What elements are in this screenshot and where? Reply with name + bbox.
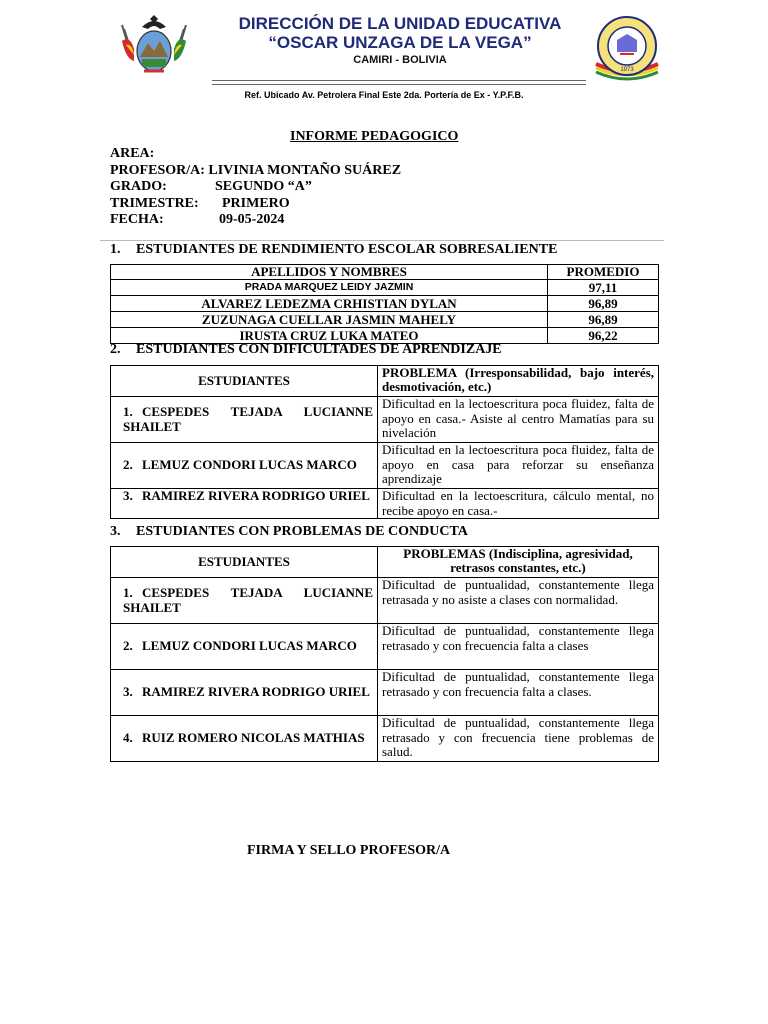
teacher-value: LIVINIA MONTAÑO SUÁREZ bbox=[208, 162, 402, 178]
section3-title: ESTUDIANTES CON PROBLEMAS DE CONDUCTA bbox=[136, 524, 468, 539]
col-average-header: PROMEDIO bbox=[548, 265, 659, 280]
table-row bbox=[111, 397, 659, 443]
section-divider bbox=[100, 240, 664, 241]
term-label: TRIMESTRE: bbox=[110, 195, 199, 211]
col-students-header: ESTUDIANTES bbox=[111, 366, 378, 397]
section1-number: 1. bbox=[110, 242, 121, 257]
table-header-row bbox=[111, 366, 659, 397]
col-problem-header: PROBLEMA (Irresponsabilidad, bajo interés, desmotivación, etc.) bbox=[378, 366, 659, 397]
student-average: 97,11 bbox=[548, 280, 659, 296]
institution-location: CAMIRI - BOLIVIA bbox=[353, 54, 447, 66]
student-name: RAMIREZ RIVERA RODRIGO URIEL bbox=[142, 684, 370, 700]
section1-heading bbox=[110, 242, 557, 258]
grade-row bbox=[110, 179, 401, 196]
student-name: CESPEDES TEJADA LUCIANNE SHAILET bbox=[123, 404, 373, 434]
teacher-row bbox=[110, 163, 401, 180]
section2-title: ESTUDIANTES CON DIFICULTADES DE APRENDIZAJE bbox=[136, 342, 502, 357]
learning-difficulties-table bbox=[110, 365, 659, 519]
outstanding-students-table bbox=[110, 264, 659, 344]
student-name: CESPEDES TEJADA LUCIANNE SHAILET bbox=[123, 585, 373, 615]
institution-line2: “OSCAR UNZAGA DE LA VEGA” bbox=[268, 33, 532, 52]
student-cell bbox=[111, 443, 378, 489]
area-row bbox=[110, 146, 401, 163]
section1-title: ESTUDIANTES DE RENDIMIENTO ESCOLAR SOBRESALIENTE bbox=[136, 242, 558, 257]
school-seal-icon bbox=[592, 14, 662, 82]
report-title: INFORME PEDAGOGICO bbox=[290, 129, 459, 144]
student-average: 96,22 bbox=[548, 328, 659, 344]
term-row bbox=[110, 196, 401, 213]
section3-number: 3. bbox=[110, 524, 121, 539]
table-row bbox=[111, 443, 659, 489]
problem-cell: Dificultad en la lectoescritura poca fluidez, falta de apoyo en casa para reforzar su enseñanza aprendizaje bbox=[378, 443, 659, 489]
student-average: 96,89 bbox=[548, 312, 659, 328]
student-name: LEMUZ CONDORI LUCAS MARCO bbox=[142, 457, 357, 473]
student-cell bbox=[111, 397, 378, 443]
date-value: 09-05-2024 bbox=[219, 212, 285, 227]
col-problem-header: PROBLEMAS (Indisciplina, agresividad, retrasos constantes, etc.) bbox=[378, 547, 659, 578]
problem-cell: Dificultad de puntualidad, constantemente llega retrasado y con frecuencia tiene problemas de salud. bbox=[378, 716, 659, 762]
header-divider bbox=[212, 84, 586, 85]
section2-number: 2. bbox=[110, 342, 121, 357]
report-details bbox=[110, 146, 401, 229]
table-header-row bbox=[111, 547, 659, 578]
address-reference: Ref. Ubicado Av. Petrolera Final Este 2da. Portería de Ex - Y.P.F.B. bbox=[244, 90, 524, 100]
section2-heading bbox=[110, 342, 502, 358]
bolivia-coat-of-arms-icon bbox=[120, 15, 188, 77]
student-cell bbox=[111, 578, 378, 624]
problem-cell: Dificultad de puntualidad, constantemente llega retrasada y no asiste a clases con normalidad. bbox=[378, 578, 659, 624]
table-row bbox=[111, 312, 659, 328]
table-header-row bbox=[111, 265, 659, 280]
problem-cell: Dificultad de puntualidad, constantemente llega retrasado y con frecuencia falta a clases. bbox=[378, 670, 659, 716]
institution-line1: DIRECCIÓN DE LA UNIDAD EDUCATIVA bbox=[238, 14, 562, 33]
section3-heading bbox=[110, 524, 468, 540]
problem-cell: Dificultad de puntualidad, constantemente llega retrasado y con frecuencia falta a clases bbox=[378, 624, 659, 670]
area-label: AREA: bbox=[110, 146, 155, 161]
conduct-problems-table bbox=[110, 546, 659, 762]
problem-cell: Dificultad en la lectoescritura poca fluidez, falta de apoyo en casa.- Asiste al centro Mamatías para su nivelación bbox=[378, 397, 659, 443]
student-name: LEMUZ CONDORI LUCAS MARCO bbox=[142, 638, 357, 654]
problem-cell: Dificultad en la lectoescritura, cálculo mental, no recibe apoyo en casa.- bbox=[378, 489, 659, 519]
table-row bbox=[111, 670, 659, 716]
row-number: 1. bbox=[123, 404, 133, 419]
date-label: FECHA: bbox=[110, 212, 164, 227]
row-number: 4. bbox=[123, 730, 133, 746]
student-name: PRADA MARQUEZ LEIDY JAZMIN bbox=[111, 280, 548, 296]
student-name: RUIZ ROMERO NICOLAS MATHIAS bbox=[142, 730, 365, 746]
signature-label: FIRMA Y SELLO PROFESOR/A bbox=[247, 843, 451, 858]
student-cell bbox=[111, 716, 378, 762]
teacher-label: PROFESOR/A: bbox=[110, 162, 205, 178]
seal-year: 1973 bbox=[620, 67, 634, 73]
row-number: 3. bbox=[123, 684, 133, 700]
student-name: IRUSTA CRUZ LUKA MATEO bbox=[111, 328, 548, 344]
student-cell bbox=[111, 670, 378, 716]
header-divider bbox=[212, 80, 586, 81]
student-cell bbox=[111, 489, 378, 519]
letterhead bbox=[0, 0, 768, 110]
table-row bbox=[111, 280, 659, 296]
student-name: RAMIREZ RIVERA RODRIGO URIEL bbox=[142, 488, 370, 503]
student-name: ALVAREZ LEDEZMA CRHISTIAN DYLAN bbox=[111, 296, 548, 312]
grade-label: GRADO: bbox=[110, 179, 167, 194]
table-row bbox=[111, 716, 659, 762]
table-row bbox=[111, 489, 659, 519]
col-name-header: APELLIDOS Y NOMBRES bbox=[111, 265, 548, 280]
row-number: 3. bbox=[123, 488, 133, 503]
row-number: 2. bbox=[123, 457, 133, 473]
table-row bbox=[111, 624, 659, 670]
term-value: PRIMERO bbox=[222, 195, 290, 211]
student-average: 96,89 bbox=[548, 296, 659, 312]
row-number: 2. bbox=[123, 638, 133, 654]
col-students-header: ESTUDIANTES bbox=[111, 547, 378, 578]
student-name: ZUZUNAGA CUELLAR JASMIN MAHELY bbox=[111, 312, 548, 328]
date-row bbox=[110, 212, 401, 229]
grade-value: SEGUNDO “A” bbox=[215, 179, 312, 194]
student-cell bbox=[111, 624, 378, 670]
institution-title bbox=[200, 14, 600, 67]
row-number: 1. bbox=[123, 585, 133, 600]
table-row bbox=[111, 296, 659, 312]
table-row bbox=[111, 578, 659, 624]
